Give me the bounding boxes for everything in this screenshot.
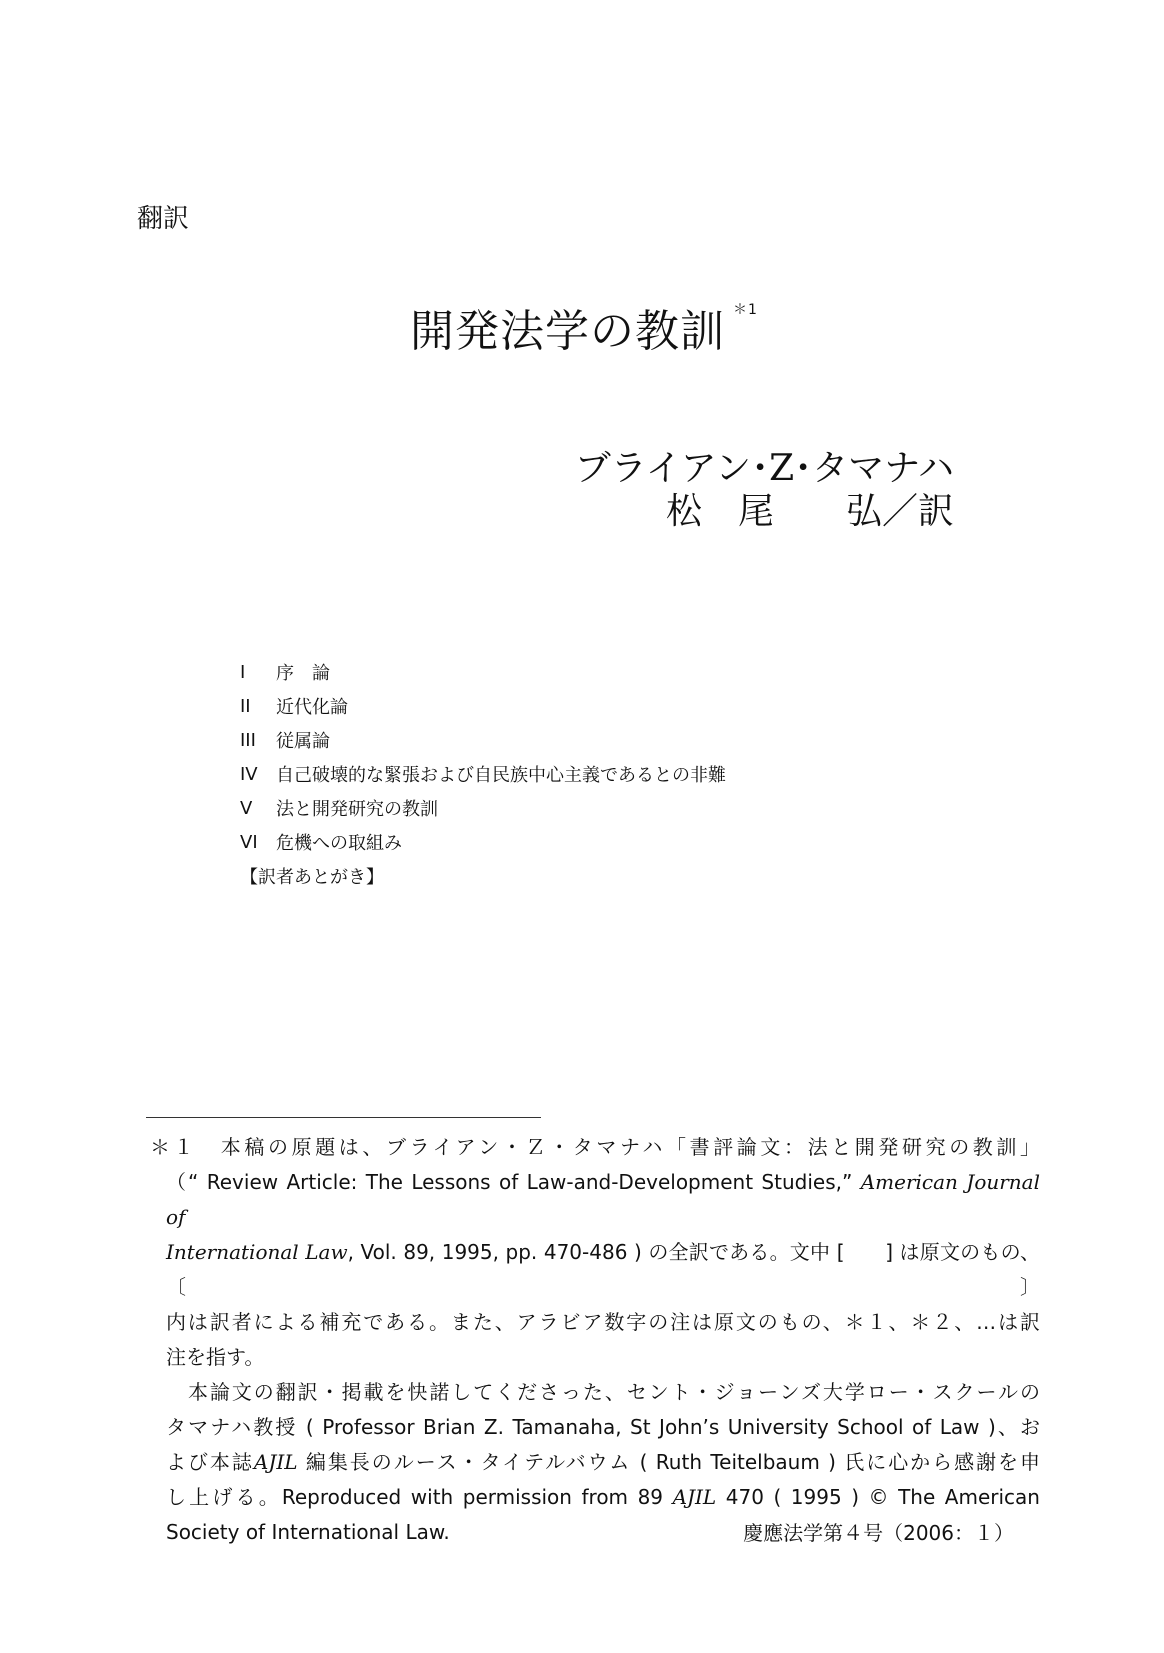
page-footer: 慶應法学第４号（2006：１） bbox=[743, 1521, 1014, 1545]
footnote-line: Society of International Law. bbox=[166, 1520, 450, 1544]
toc-item-label: 近代化論 bbox=[276, 697, 348, 718]
toc-item-label: 【訳者あとがき】 bbox=[240, 867, 384, 888]
section-label: 翻訳 bbox=[137, 204, 190, 234]
author-name: ブライアン･Z･タマナハ bbox=[574, 448, 954, 489]
table-of-contents bbox=[240, 655, 726, 893]
toc-item bbox=[240, 757, 726, 791]
toc-item bbox=[240, 655, 726, 689]
footnote-divider bbox=[146, 1117, 541, 1118]
footnote-line: ＊１ 本稿の原題は、ブライアン・Ｚ・タマナハ「書評論文：法と開発研究の教訓」 bbox=[150, 1135, 1040, 1159]
journal-title: American Journal of bbox=[166, 1170, 1040, 1229]
toc-item-number: V bbox=[240, 797, 253, 819]
toc-item-number: IV bbox=[240, 763, 258, 785]
toc-item-number: III bbox=[240, 729, 256, 751]
footnote-line: よび本誌AJIL 編集長のルース・タイテルバウム ( Ruth Teitelbaum ) 氏に心から感謝を申 bbox=[166, 1450, 1041, 1474]
title-text: 開発法学の教訓 bbox=[410, 306, 725, 357]
journal-title: International Law bbox=[166, 1240, 348, 1264]
toc-item bbox=[240, 825, 726, 859]
footnote-line: 本論文の翻訳・掲載を快諾してくださった、セント・ジョーンズ大学ロー・スクールの bbox=[166, 1380, 1040, 1404]
translator-name: 松 尾 弘／訳 bbox=[665, 491, 954, 532]
document-title bbox=[410, 295, 758, 359]
footnote-line: 注を指す。 bbox=[166, 1345, 265, 1369]
footnote-line: （“ Review Article: The Lessons of Law-and-Development Studies,” American Journal of bbox=[166, 1170, 1040, 1229]
toc-item-label: 危機への取組み bbox=[276, 833, 402, 854]
title-footnote-mark: ＊1 bbox=[733, 302, 758, 318]
toc-item bbox=[240, 689, 726, 723]
footnote bbox=[150, 1130, 1040, 1550]
footnote-line: タマナハ教授 ( Professor Brian Z. Tamanaha, St John’s University School of Law )、お bbox=[166, 1415, 1040, 1439]
toc-item-number: VI bbox=[240, 831, 258, 853]
journal-abbrev: AJIL bbox=[672, 1485, 717, 1509]
journal-abbrev: AJIL bbox=[253, 1450, 298, 1474]
toc-item-label: 法と開発研究の教訓 bbox=[276, 799, 438, 820]
toc-item bbox=[240, 723, 726, 757]
footnote-line: し上げる。Reproduced with permission from 89 AJIL 470 ( 1995 ) © The American bbox=[166, 1485, 1040, 1509]
toc-item-label: 従属論 bbox=[276, 731, 330, 752]
footnote-line: International Law, Vol. 89, 1995, pp. 470-486 ) の全訳である。文中 [ ] は原文のもの、〔 〕 bbox=[166, 1240, 1040, 1299]
toc-item-number: II bbox=[240, 695, 251, 717]
toc-item bbox=[240, 791, 726, 825]
toc-item-label: 序 論 bbox=[276, 663, 330, 684]
toc-item-number: I bbox=[240, 661, 246, 683]
toc-item-afterword bbox=[240, 859, 726, 893]
toc-item-label: 自己破壊的な緊張および自民族中心主義であるとの非難 bbox=[276, 765, 726, 786]
footnote-line: 内は訳者による補充である。また、アラビア数字の注は原文のもの、＊１、＊２、…は訳 bbox=[166, 1310, 1040, 1334]
